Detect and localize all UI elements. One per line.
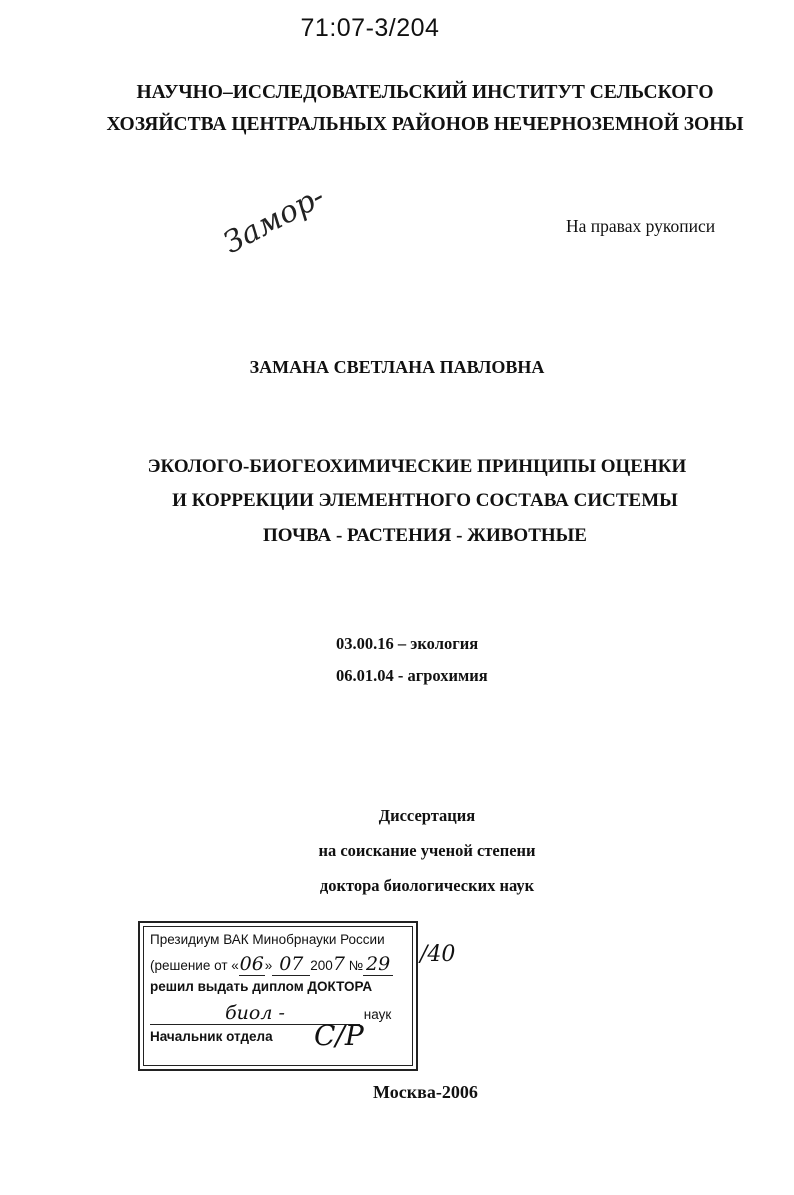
vak-approval-stamp (138, 921, 418, 1071)
city-year: Москва-2006 (373, 1082, 478, 1102)
archive-code: 71:07-3/204 (300, 14, 440, 42)
stamp-field-handwritten: биол - (150, 1002, 360, 1025)
stamp-number-suffix-handwritten: /40 (420, 942, 456, 967)
thesis-title-line1: ЭКОЛОГО-БИОГЕОХИМИЧЕСКИЕ ПРИНЦИПЫ ОЦЕНКИ (147, 456, 687, 477)
degree-line: на соискание ученой степени (318, 841, 536, 860)
author-name: ЗАМАНА СВЕТЛАНА ПАВЛОВНА (249, 357, 545, 377)
stamp-chief-signature: С/Р (314, 1019, 364, 1052)
stamp-chief-line (150, 1029, 273, 1044)
stamp-year-digit: 7 (332, 953, 345, 975)
thesis-title-line2: И КОРРЕКЦИИ ЭЛЕМЕНТНОГО СОСТАВА СИСТЕМЫ (172, 490, 678, 511)
stamp-number-prefix: № (344, 958, 364, 973)
stamp-decision-prefix: (решение от « (150, 958, 239, 973)
handwritten-signature: Замор- (217, 178, 331, 261)
degree-field-line: доктора биологических наук (319, 876, 535, 895)
stamp-year-prefix: 200 (310, 958, 333, 973)
stamp-day-handwritten: 06 (239, 953, 264, 975)
stamp-diploma-line (150, 979, 372, 994)
institute-name-line2: ХОЗЯЙСТВА ЦЕНТРАЛЬНЫХ РАЙОНОВ НЕЧЕРНОЗЕМНОЙ ЗОНЫ (106, 114, 744, 135)
stamp-number-handwritten: 29 (363, 953, 393, 976)
stamp-presidium-line: Президиум ВАК Минобрнауки России (150, 932, 385, 947)
stamp-field-suffix: наук (363, 1007, 392, 1022)
stamp-month-handwritten: 07 (272, 953, 310, 976)
specialty-ecology: 03.00.16 – экология (336, 634, 479, 653)
dissertation-label: Диссертация (378, 806, 476, 825)
manuscript-rights: На правах рукописи (566, 216, 716, 236)
stamp-chief-label: Начальник отдела (150, 1029, 273, 1044)
institute-name-line1: НАУЧНО–ИССЛЕДОВАТЕЛЬСКИЙ ИНСТИТУТ СЕЛЬСКОГО (136, 82, 714, 103)
stamp-decision-line (150, 953, 393, 976)
thesis-title-line3: ПОЧВА - РАСТЕНИЯ - ЖИВОТНЫЕ (263, 525, 587, 546)
stamp-month-separator: » (264, 958, 273, 973)
stamp-diploma-text: решил выдать диплом ДОКТОРА (150, 979, 373, 994)
specialty-agrochemistry: 06.01.04 - агрохимия (336, 666, 488, 685)
